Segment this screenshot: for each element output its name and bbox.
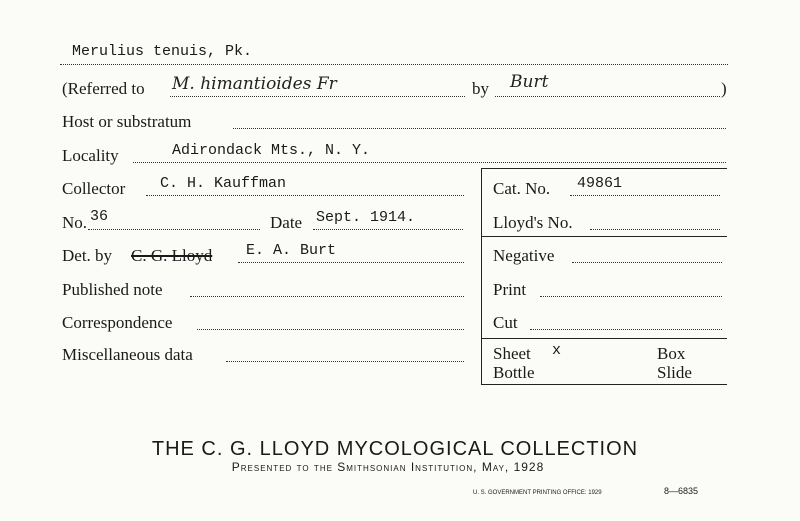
side-box-bottom (481, 384, 727, 385)
print-label: Print (493, 280, 527, 299)
number-label: No. (62, 213, 88, 232)
side-box-divider-1 (481, 236, 727, 237)
misc-line (226, 361, 464, 362)
det-by-value: E. A. Burt (246, 242, 337, 259)
slide-label: Slide (657, 363, 692, 382)
referred-by-line (495, 96, 720, 97)
correspondence-line (197, 329, 464, 330)
collector-line (146, 195, 464, 196)
sheet-mark: x (552, 342, 562, 359)
specimen-name: Merulius tenuis, Pk. (72, 43, 253, 60)
misc-label: Miscellaneous data (62, 345, 193, 364)
referred-suffix: ) (721, 79, 727, 98)
collector-value: C. H. Kauffman (160, 175, 287, 192)
printing-office-note: U. S. GOVERNMENT PRINTING OFFICE: 1929 (473, 490, 602, 496)
number-value: 36 (90, 208, 109, 225)
footer-title: THE C. G. LLOYD MYCOLOGICAL COLLECTION (151, 438, 639, 460)
lloyd-no-label: Lloyd's No. (493, 213, 573, 232)
number-line (88, 229, 260, 230)
referred-name-line (170, 96, 465, 97)
cat-no-value: 49861 (577, 175, 623, 192)
specimen-name-line (60, 64, 728, 65)
print-line (540, 296, 722, 297)
referred-prefix: (Referred to (62, 79, 145, 98)
locality-line (133, 162, 726, 163)
negative-line (572, 262, 722, 263)
lloyd-no-line (590, 229, 720, 230)
side-box-divider-2 (481, 338, 727, 339)
footer-subtitle: Presented to the Smithsonian Institution, May, 1928 (231, 460, 545, 474)
date-value: Sept. 1914. (316, 209, 416, 226)
det-by-label: Det. by (62, 246, 113, 265)
collector-label: Collector (62, 179, 126, 198)
referred-name: M. himantioides Fr (172, 74, 337, 94)
cat-no-label: Cat. No. (493, 179, 551, 198)
cut-line (530, 329, 722, 330)
published-note-label: Published note (62, 280, 163, 299)
cat-no-line (570, 195, 720, 196)
locality-label: Locality (62, 146, 119, 165)
referred-by-label: by (472, 79, 489, 98)
bottle-label: Bottle (493, 363, 535, 382)
date-line (313, 229, 463, 230)
form-number: 8—6835 (664, 486, 699, 496)
correspondence-label: Correspondence (62, 313, 173, 332)
host-line (233, 128, 726, 129)
referred-by-value: Burt (510, 72, 549, 92)
det-by-struck-value: C. G. Lloyd (131, 246, 213, 265)
side-box-top (481, 168, 727, 169)
det-by-line (238, 262, 464, 263)
cut-label: Cut (493, 313, 518, 332)
published-note-line (190, 296, 464, 297)
negative-label: Negative (493, 246, 555, 265)
box-label: Box (657, 344, 686, 363)
date-label: Date (270, 213, 303, 232)
side-box-left (481, 168, 482, 384)
host-label: Host or substratum (62, 112, 192, 131)
locality-value: Adirondack Mts., N. Y. (172, 142, 371, 159)
sheet-label: Sheet (493, 344, 531, 363)
